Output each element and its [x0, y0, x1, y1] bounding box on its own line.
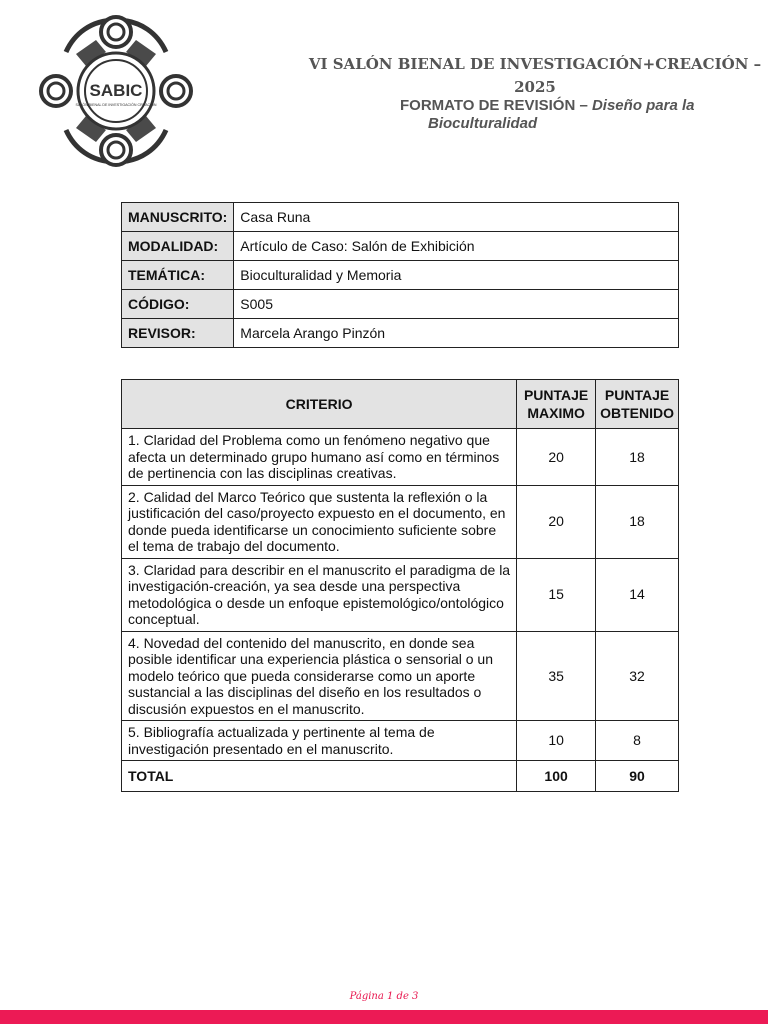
subtitle-italic-1: Diseño para la [591, 97, 695, 114]
criterion-obtained: 18 [596, 429, 679, 486]
info-label: REVISOR: [122, 319, 234, 348]
info-row-revisor [122, 319, 679, 348]
criterion-max: 10 [517, 721, 596, 761]
header-obt-line2: OBTENIDO [600, 405, 674, 421]
info-value: Casa Runa [234, 203, 679, 232]
criterion-text: 3. Claridad para describir en el manuscrito el paradigma de la investigación-creación, ya sea desde una perspectiva metodológica o desde un enfoque epistemológico/ontológico conceptual. [122, 558, 517, 631]
criterion-max: 35 [517, 631, 596, 721]
total-row [122, 761, 679, 792]
table-row [122, 485, 679, 558]
info-row-codigo [122, 290, 679, 319]
total-label: TOTAL [122, 761, 517, 792]
header-obtained [596, 380, 679, 429]
criterion-obtained: 14 [596, 558, 679, 631]
total-obtained: 90 [596, 761, 679, 792]
header-criterio: CRITERIO [122, 380, 517, 429]
header-max-line2: MAXIMO [527, 405, 585, 421]
page-number: Página 1 de 3 [349, 991, 419, 1002]
info-label: MODALIDAD: [122, 232, 234, 261]
info-row-modalidad [122, 232, 679, 261]
subtitle-plain: FORMATO DE REVISIÓN – [400, 97, 592, 114]
footer-accent-bar [0, 1010, 768, 1024]
title-line-1: VI SALÓN BIENAL DE INVESTIGACIÓN+CREACIÓN – [308, 55, 762, 73]
criteria-table [121, 379, 679, 792]
subtitle-line-1 [400, 97, 695, 115]
info-value: Bioculturalidad y Memoria [234, 261, 679, 290]
manuscript-info-table [121, 202, 679, 348]
info-label: MANUSCRITO: [122, 203, 234, 232]
total-max: 100 [517, 761, 596, 792]
header-obt-line1: PUNTAJE [604, 387, 670, 403]
criteria-header-row [122, 380, 679, 429]
criterion-max: 20 [517, 429, 596, 486]
info-label: TEMÁTICA: [122, 261, 234, 290]
logo-subtext: SALÓN BIENAL DE INVESTIGACIÓN CREACIÓN [75, 103, 157, 107]
logo-text: SABIC [89, 81, 143, 100]
info-label: CÓDIGO: [122, 290, 234, 319]
header-max-line1: PUNTAJE [523, 387, 589, 403]
criterion-text: 4. Novedad del contenido del manuscrito, en donde sea posible identificar una experiencia plástica o sensorial o un modelo teórico que pueda considerarse como un aporte sustancial a las disciplinas del diseño en los resultados o discusión expuestos en el manuscrito. [122, 631, 517, 721]
info-row-tematica [122, 261, 679, 290]
table-row [122, 631, 679, 721]
criterion-obtained: 18 [596, 485, 679, 558]
info-value: S005 [234, 290, 679, 319]
criterion-obtained: 32 [596, 631, 679, 721]
table-row [122, 721, 679, 761]
sabic-logo [36, 12, 196, 170]
criterion-text: 1. Claridad del Problema como un fenómeno negativo que afecta un determinado grupo humano así como en términos de pertinencia con las disciplinas creativas. [122, 429, 517, 486]
header-max [517, 380, 596, 429]
criterion-max: 15 [517, 558, 596, 631]
criterion-max: 20 [517, 485, 596, 558]
criterion-text: 2. Calidad del Marco Teórico que sustenta la reflexión o la justificación del caso/proyecto expuesto en el documento, en donde pueda identificarse un conocimiento suficiente sobre el tema de trabajo del documento. [122, 485, 517, 558]
table-row [122, 429, 679, 486]
info-value: Marcela Arango Pinzón [234, 319, 679, 348]
criterion-text: 5. Bibliografía actualizada y pertinente al tema de investigación presentado en el manuscrito. [122, 721, 517, 761]
criterion-obtained: 8 [596, 721, 679, 761]
subtitle-line-2 [428, 115, 537, 133]
info-row-manuscrito [122, 203, 679, 232]
info-value: Artículo de Caso: Salón de Exhibición [234, 232, 679, 261]
subtitle-italic-2: Bioculturalidad [428, 115, 538, 132]
title-line-2: 2025 [514, 78, 556, 96]
table-row [122, 558, 679, 631]
